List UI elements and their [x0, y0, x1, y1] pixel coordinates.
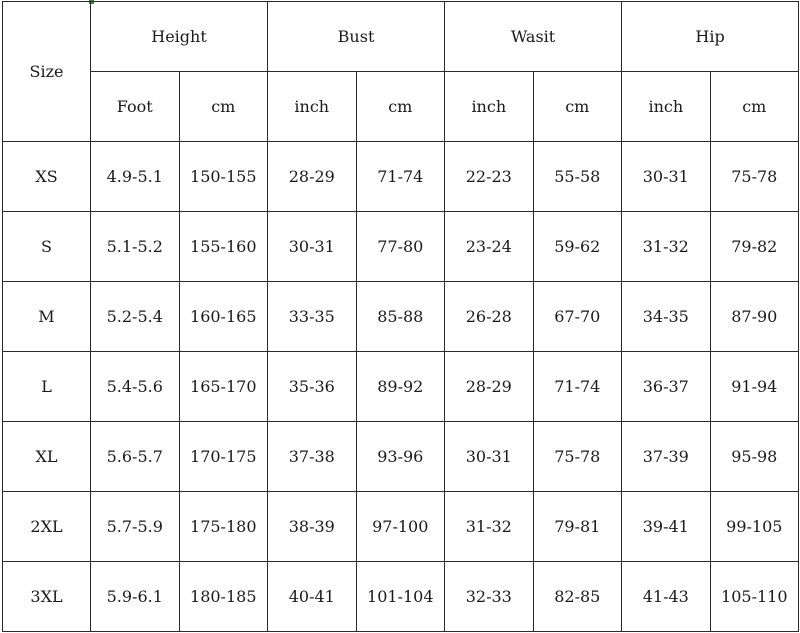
table-cell: 36-37 — [622, 352, 711, 422]
table-row — [3, 562, 799, 632]
table-cell: 97-100 — [356, 492, 445, 562]
table-cell: 31-32 — [445, 492, 534, 562]
table-cell: 95-98 — [710, 422, 799, 492]
table-cell: 5.7-5.9 — [91, 492, 180, 562]
size-label: XL — [3, 422, 91, 492]
table-cell: 5.4-5.6 — [91, 352, 180, 422]
table-cell: 32-33 — [445, 562, 534, 632]
table-cell: 75-78 — [533, 422, 622, 492]
table-row — [3, 142, 799, 212]
table-cell: 5.1-5.2 — [91, 212, 180, 282]
table-cell: 165-170 — [179, 352, 268, 422]
size-label: 3XL — [3, 562, 91, 632]
table-cell: 105-110 — [710, 562, 799, 632]
height-header: Height — [91, 2, 268, 72]
unit-header: cm — [533, 72, 622, 142]
table-cell: 75-78 — [710, 142, 799, 212]
table-cell: 5.9-6.1 — [91, 562, 180, 632]
table-cell: 59-62 — [533, 212, 622, 282]
size-header: Size — [3, 2, 91, 142]
table-row — [3, 212, 799, 282]
table-row — [3, 422, 799, 492]
table-cell: 82-85 — [533, 562, 622, 632]
unit-header: inch — [445, 72, 534, 142]
table-cell: 55-58 — [533, 142, 622, 212]
table-cell: 23-24 — [445, 212, 534, 282]
table-cell: 91-94 — [710, 352, 799, 422]
table-cell: 175-180 — [179, 492, 268, 562]
unit-header: inch — [622, 72, 711, 142]
table-cell: 41-43 — [622, 562, 711, 632]
table-row — [3, 352, 799, 422]
table-cell: 40-41 — [268, 562, 357, 632]
unit-header: inch — [268, 72, 357, 142]
table-cell: 150-155 — [179, 142, 268, 212]
waist-header: Wasit — [445, 2, 622, 72]
size-chart-table — [2, 1, 799, 632]
table-cell: 77-80 — [356, 212, 445, 282]
table-cell: 30-31 — [622, 142, 711, 212]
table-cell: 71-74 — [533, 352, 622, 422]
table-cell: 28-29 — [445, 352, 534, 422]
table-cell: 170-175 — [179, 422, 268, 492]
hip-header: Hip — [622, 2, 799, 72]
table-cell: 37-39 — [622, 422, 711, 492]
table-cell: 38-39 — [268, 492, 357, 562]
unit-header: cm — [356, 72, 445, 142]
table-cell: 35-36 — [268, 352, 357, 422]
table-cell: 28-29 — [268, 142, 357, 212]
table-cell: 26-28 — [445, 282, 534, 352]
table-cell: 33-35 — [268, 282, 357, 352]
table-cell: 67-70 — [533, 282, 622, 352]
size-label: 2XL — [3, 492, 91, 562]
unit-header: cm — [710, 72, 799, 142]
table-cell: 71-74 — [356, 142, 445, 212]
header-row-groups — [3, 2, 799, 72]
table-cell: 34-35 — [622, 282, 711, 352]
table-cell: 30-31 — [268, 212, 357, 282]
table-cell: 99-105 — [710, 492, 799, 562]
table-cell: 89-92 — [356, 352, 445, 422]
table-cell: 160-165 — [179, 282, 268, 352]
table-cell: 37-38 — [268, 422, 357, 492]
table-cell: 39-41 — [622, 492, 711, 562]
table-cell: 93-96 — [356, 422, 445, 492]
header-row-units — [3, 72, 799, 142]
size-label: M — [3, 282, 91, 352]
table-cell: 87-90 — [710, 282, 799, 352]
table-cell: 85-88 — [356, 282, 445, 352]
bust-header: Bust — [268, 2, 445, 72]
table-cell: 101-104 — [356, 562, 445, 632]
unit-header: Foot — [91, 72, 180, 142]
table-cell: 4.9-5.1 — [91, 142, 180, 212]
table-cell: 30-31 — [445, 422, 534, 492]
table-cell: 79-81 — [533, 492, 622, 562]
table-cell: 22-23 — [445, 142, 534, 212]
table-cell: 5.6-5.7 — [91, 422, 180, 492]
table-cell: 79-82 — [710, 212, 799, 282]
size-label: L — [3, 352, 91, 422]
size-label: S — [3, 212, 91, 282]
table-cell: 180-185 — [179, 562, 268, 632]
table-cell: 31-32 — [622, 212, 711, 282]
table-row — [3, 492, 799, 562]
size-label: XS — [3, 142, 91, 212]
table-row — [3, 282, 799, 352]
table-cell: 5.2-5.4 — [91, 282, 180, 352]
unit-header: cm — [179, 72, 268, 142]
table-cell: 155-160 — [179, 212, 268, 282]
